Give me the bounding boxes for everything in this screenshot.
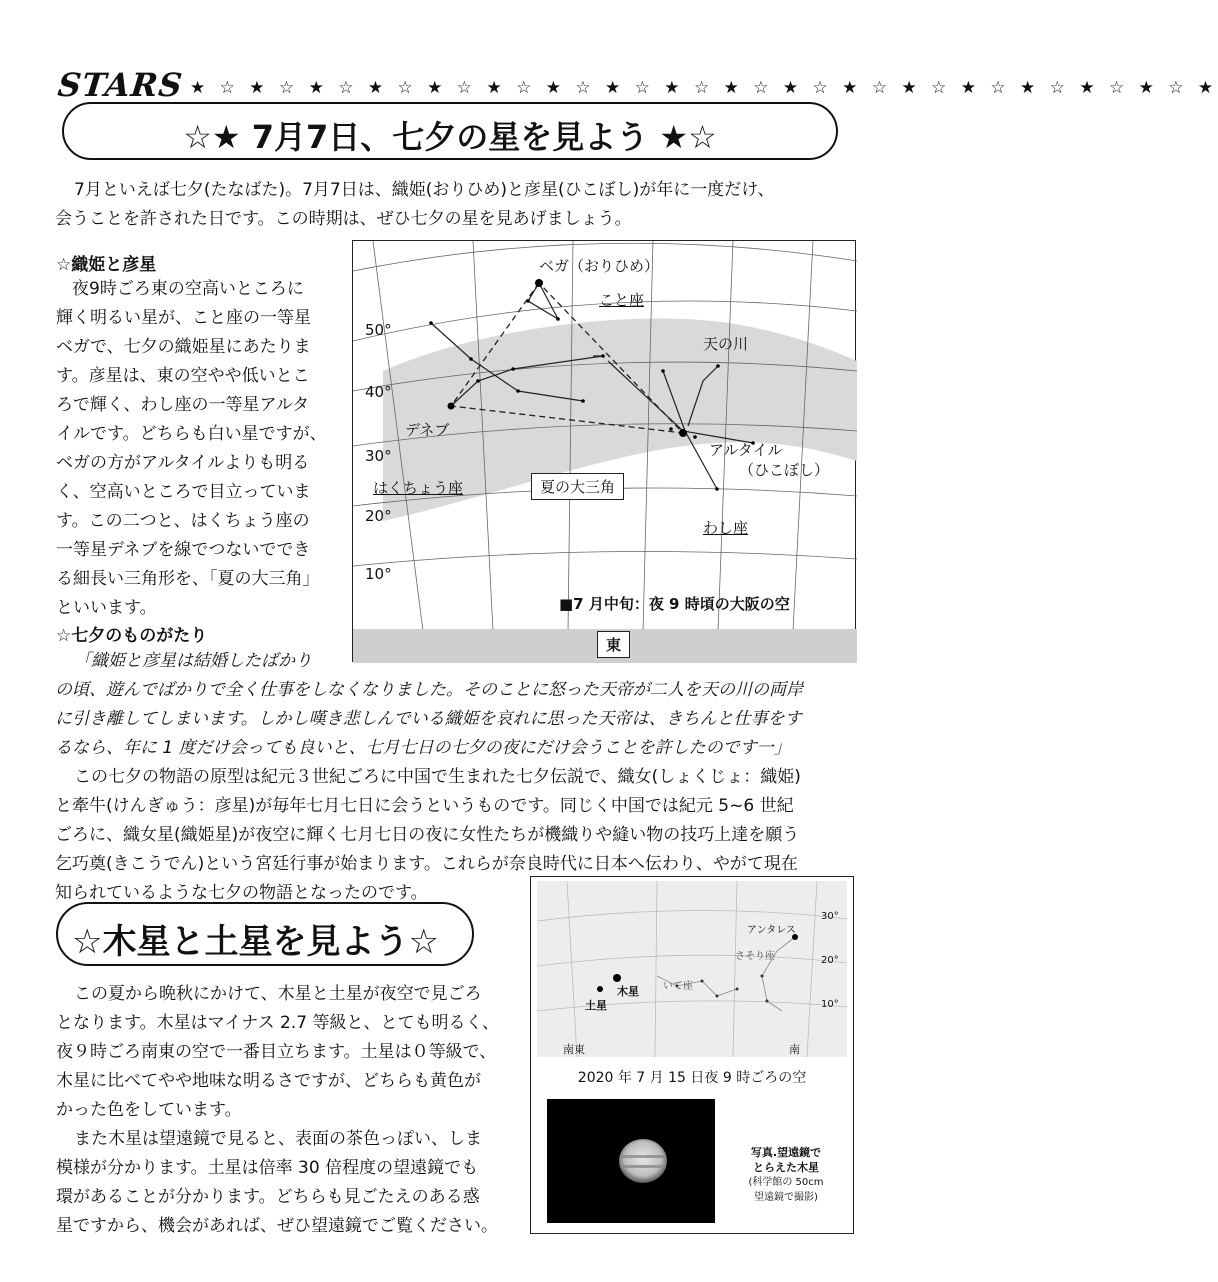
altitude-label-30: 30° bbox=[365, 447, 392, 465]
quote-line-2: の頃、遊んでばかりで全く仕事をしなくなりました。そのことに怒った天帝が二人を天の川の両岸 bbox=[55, 680, 803, 700]
deneb-star bbox=[448, 403, 455, 410]
quote-line-1: 「織姫と彦星は結婚したばかり bbox=[74, 651, 312, 671]
s1-line: 輝く明るい星が、こと座の一等星 bbox=[56, 308, 311, 328]
s1-line: す。彦星は、東の空やや低いとこ bbox=[56, 366, 310, 386]
sky2-caption: 2020 年 7 月 15 日夜 9 時ごろの空 bbox=[577, 1070, 807, 1086]
altitude-arc bbox=[353, 551, 857, 566]
label-sagittarius: いて座 bbox=[663, 981, 693, 992]
section3-text bbox=[56, 980, 526, 1241]
jupiter-photo-graphic bbox=[547, 1099, 715, 1223]
s1-line: イルです。どちらも白い星ですが、 bbox=[56, 424, 327, 444]
chart-caption: ■7 月中旬：夜 9 時頃の大阪の空 bbox=[559, 595, 790, 613]
intro-line-2: 会うことを許された日です。この時期は、ぜひ七夕の星を見あげましょう。 bbox=[55, 209, 632, 229]
lyra-lines bbox=[528, 283, 558, 319]
photo-caption-line: 写真.望遠鏡で bbox=[750, 1146, 822, 1159]
s1-line: 夜9時ごろ東の空高いところに bbox=[72, 279, 304, 299]
s3-line: 夜９時ごろ南東の空で一番目立ちます。土星は０等級で、 bbox=[56, 1042, 497, 1062]
s1-line: 一等星デネブを線でつないででき bbox=[56, 540, 311, 560]
story-line-5: 知られているような七夕の物語となったのです。 bbox=[55, 883, 428, 903]
label-summer-triangle: 夏の大三角 bbox=[531, 473, 624, 500]
altitude-label-50: 50° bbox=[365, 321, 392, 339]
vega-star bbox=[535, 279, 543, 287]
quote-line-4: るなら、年に 1 度だけ会っても良いと、七月七日の七夕の夜にだけ会うことを許したのです一」 bbox=[55, 738, 791, 758]
photo-caption bbox=[723, 1145, 849, 1205]
s3-line: となります。木星はマイナス 2.7 等級と、とても明るく、 bbox=[56, 1013, 500, 1033]
intro-line-1: 7月といえば七夕(たなばた)。7月7日は、織姫(おりひめ)と彦星(ひこぼし)が年に一度だけ、 bbox=[74, 180, 775, 200]
jupiter-saturn-title-banner bbox=[56, 902, 474, 966]
southern-sky-map-graphic bbox=[537, 881, 847, 1057]
s1-line: す。この二つと、はくちょう座の bbox=[56, 511, 310, 531]
s3-line: 環があることが分かります。どちらも見ごたえのある惑 bbox=[56, 1187, 480, 1207]
sky2-alt-20: 20° bbox=[821, 955, 839, 966]
label-scorpius: さそり座 bbox=[735, 951, 775, 962]
story-line-3: ごろに、織女星(織姫星)が夜空に輝く七月七日の夜に女性たちが機織りや縫い物の技巧上達を願う bbox=[55, 825, 800, 845]
s1-line: といいます。 bbox=[56, 598, 157, 618]
quote-line-3: に引き離してしまいます。しかし嘆き悲しんでいる織姫を哀れに思った天帝は、きちんと仕事をす bbox=[55, 709, 802, 729]
label-saturn: 土星 bbox=[585, 999, 607, 1012]
label-altair: アルタイル bbox=[709, 441, 783, 459]
sky2-alt-30: 30° bbox=[821, 911, 839, 922]
label-aquila: わし座 bbox=[703, 519, 749, 537]
altitude-label-20: 20° bbox=[365, 507, 392, 525]
label-cygnus: はくちょう座 bbox=[373, 479, 464, 497]
label-antares: アンタレス bbox=[747, 925, 796, 936]
main-title: ☆★ 7月7日、七夕の星を見よう ★☆ bbox=[183, 118, 717, 156]
s3-line: この夏から晩秋にかけて、木星と土星が夜空で見ごろ bbox=[74, 984, 482, 1004]
s3-line: 模様が分かります。土星は倍率 30 倍程度の望遠鏡でも bbox=[56, 1158, 479, 1178]
section-heading-tanabata-story: ☆七夕のものがたり bbox=[56, 626, 208, 646]
s1-line: る細長い三角形を、「夏の大三角」 bbox=[56, 569, 320, 589]
photo-caption-line: 望遠鏡で撮影) bbox=[754, 1192, 818, 1203]
jupiter-disk bbox=[619, 1139, 667, 1183]
photo-caption-line: (科学館の 50cm bbox=[748, 1177, 824, 1188]
jupiter-saturn-title: ☆木星と土星を見よう☆ bbox=[72, 922, 439, 962]
jupiter-photo bbox=[547, 1099, 715, 1223]
direction-east: 東 bbox=[597, 631, 630, 658]
label-hikoboshi: （ひこぼし） bbox=[739, 461, 830, 479]
label-jupiter: 木星 bbox=[617, 985, 639, 998]
sky2-alt-10: 10° bbox=[821, 999, 839, 1010]
altitude-label-40: 40° bbox=[365, 383, 392, 401]
s3-line: また木星は望遠鏡で見ると、表面の茶色っぽい、しま bbox=[74, 1129, 482, 1149]
saturn-dot bbox=[597, 986, 603, 992]
section1-text bbox=[56, 275, 346, 623]
main-title-banner bbox=[62, 102, 838, 160]
section-heading-orihime-hikoboshi: ☆織姫と彦星 bbox=[56, 255, 157, 275]
jupiter-saturn-figure-box bbox=[530, 876, 854, 1234]
s1-line: ベガで、七夕の織姫星にあたりま bbox=[56, 337, 311, 357]
star-row-decoration: ★ ☆ ★ ☆ ★ ☆ ★ ☆ ★ ☆ ★ ☆ ★ ☆ ★ ☆ ★ ☆ ★ ☆ ★ ☆ ★ ☆ ★ ☆ ★ ☆ ★ ☆ ★ ☆ ★ ☆ ★ bbox=[190, 78, 1218, 98]
altitude-label-10: 10° bbox=[365, 565, 392, 583]
story-line-2: と牽牛(けんぎゅう：彦星)が毎年七月七日に会うというものです。同じく中国では紀元 5~6 世紀 bbox=[55, 796, 794, 816]
summer-triangle-star-chart bbox=[352, 240, 856, 662]
label-southeast: 南東 bbox=[563, 1043, 585, 1056]
story-line-4: 乞巧奠(きこうでん)という宮廷行事が始まります。これらが奈良時代に日本へ伝わり、やがて現在 bbox=[55, 854, 798, 874]
s1-line: ろで輝く、わし座の一等星アルタ bbox=[56, 395, 310, 415]
label-south: 南 bbox=[789, 1043, 800, 1056]
jupiter-dot bbox=[613, 974, 621, 982]
stars-logo: STARS bbox=[56, 66, 185, 104]
altair-star bbox=[679, 429, 687, 437]
southern-sky-map bbox=[537, 881, 847, 1057]
label-deneb: デネブ bbox=[405, 421, 450, 439]
s1-line: く、空高いところで目立っていま bbox=[56, 482, 311, 502]
photo-caption-line: とらえた木星 bbox=[753, 1161, 819, 1174]
s3-line: 星ですから、機会があれば、ぜひ望遠鏡でご覧ください。 bbox=[56, 1216, 498, 1236]
label-lyra: こと座 bbox=[599, 291, 645, 309]
s1-line: ベガの方がアルタイルよりも明る bbox=[56, 453, 310, 473]
s3-line: かった色をしています。 bbox=[56, 1100, 242, 1120]
story-line-1: この七夕の物語の原型は紀元３世紀ごろに中国で生まれた七夕伝説で、織女(しょくじょ：織姫) bbox=[74, 767, 801, 787]
label-milky-way: 天の川 bbox=[703, 335, 749, 353]
label-vega: ベガ（おりひめ） bbox=[539, 257, 660, 275]
s3-line: 木星に比べてやや地味な明るさですが、どちらも黄色が bbox=[56, 1071, 481, 1091]
